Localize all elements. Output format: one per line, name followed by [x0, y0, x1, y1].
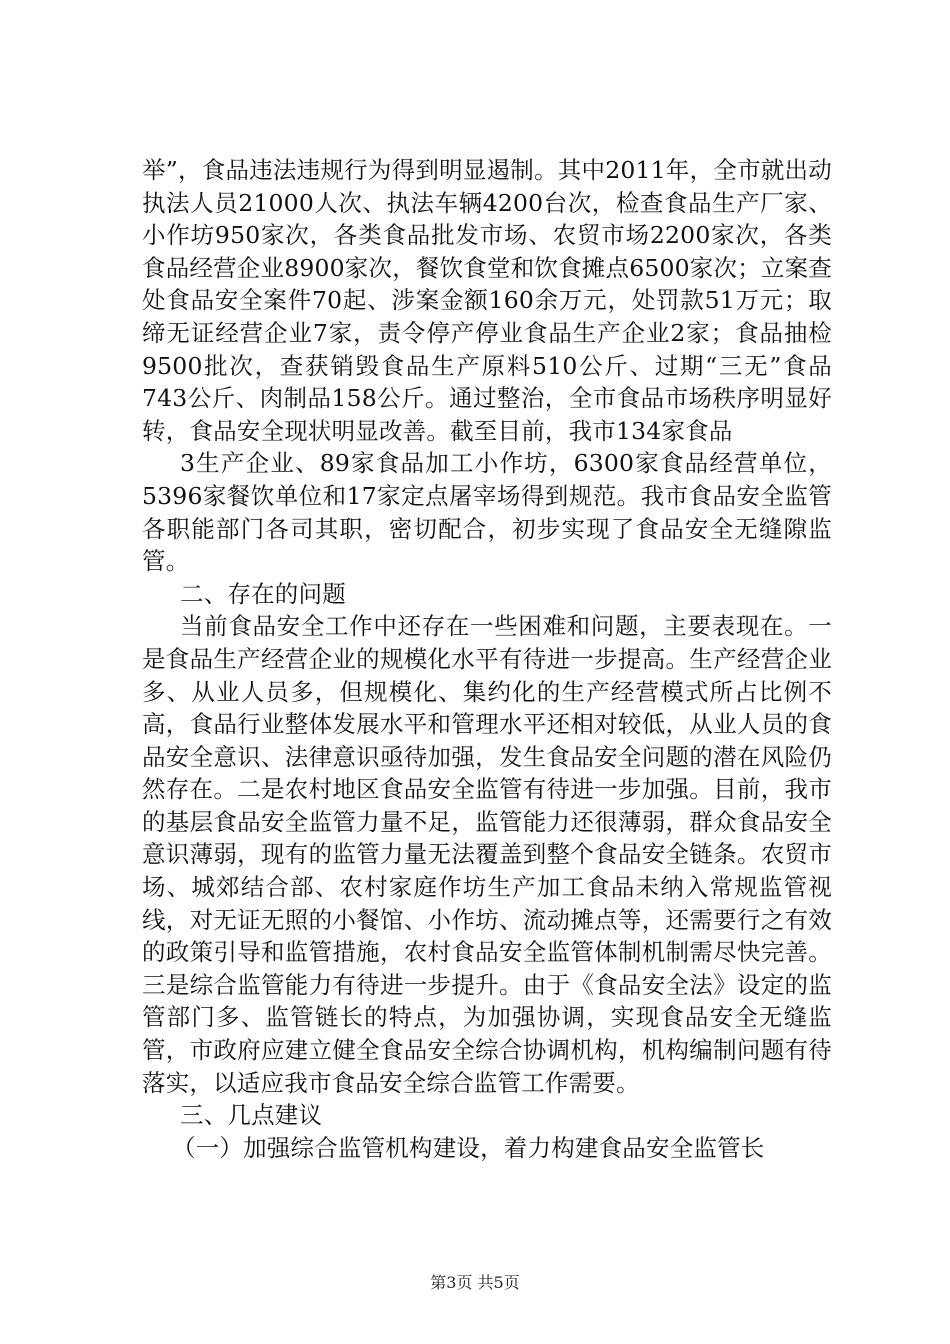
document-body: [142, 154, 832, 1164]
section-heading-problems: 二、存在的问题: [180, 579, 346, 608]
paragraph-enterprise-regulation: 3生产企业、89家食品加工小作坊，6300家食品经营单位，5396家餐饮单位和17家定点屠宰场得到规范。我市食品安全监管各职能部门各司其职，密切配合，初步实现了食品安全无缝隙监管。: [142, 449, 832, 576]
page-number-footer: 第3页 共5页: [430, 1273, 520, 1292]
paragraph-problems: 当前食品安全工作中还存在一些困难和问题，主要表现在。一是食品生产经营企业的规模化水平有待进一步提高。生产经营企业多、从业人员多，但规模化、集约化的生产经营模式所占比例不高，食品行业整体发展水平和管理水平还相对较低，从业人员的食品安全意识、法律意识亟待加强，发生食品安全问题的潜在风险仍然存在。二是农村地区食品安全监管有待进一步加强。目前，我市的基层食品安全监管力量不足，监管能力还很薄弱，群众食品安全意识薄弱，现有的监管力量无法覆盖到整个食品安全链条。农贸市场、城郊结合部、农村家庭作坊生产加工食品未纳入常规监管视线，对无证无照的小餐馆、小作坊、流动摊点等，还需要行之有效的政策引导和监管措施，农村食品安全监管体制机制需尽快完善。三是综合监管能力有待进一步提升。由于《食品安全法》设定的监管部门多、监管链长的特点，为加强协调，实现食品安全无缝监管，市政府应建立健全食品安全综合协调机构，机构编制问题有待落实，以适应我市食品安全综合监管工作需要。: [142, 612, 832, 1097]
subsection-heading-1: （一）加强综合监管机构建设，着力构建食品安全监管长: [172, 1133, 765, 1162]
paragraph-continuation: 举”，食品违法违规行为得到明显遏制。其中2011年，全市就出动执法人员21000人次、执法车辆4200台次，检查食品生产厂家、小作坊950家次，各类食品批发市场、农贸市场2200家次，各类食品经营企业8900家次，餐饮食堂和饮食摊点6500家次；立案查处食品安全案件70起、涉案金额160余万元，处罚款51万元；取缔无证经营企业7家，责令停产停业食品生产企业2家；食品抽检9500批次，查获销毁食品生产原料510公斤、过期“三无”食品743公斤、肉制品158公斤。通过整治，全市食品市场秩序明显好转，食品安全现状明显改善。截至目前，我市134家食品: [142, 156, 833, 445]
section-heading-suggestions: 三、几点建议: [180, 1101, 323, 1130]
